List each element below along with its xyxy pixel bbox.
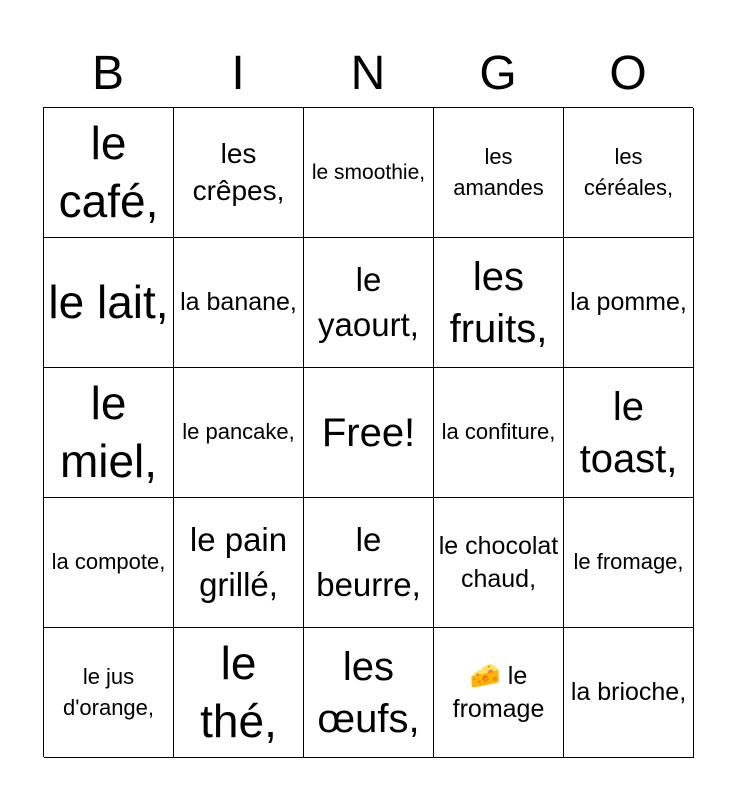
header-letter-g: G [479, 47, 517, 100]
bingo-header [43, 42, 693, 106]
bingo-cell-r2c4[interactable] [434, 238, 564, 368]
cell-label: la confiture, [441, 419, 556, 445]
bingo-cell-r5c3[interactable] [304, 628, 434, 758]
bingo-cell-r2c5[interactable] [564, 238, 694, 368]
cell-label: le café, [58, 117, 159, 227]
bingo-cell-r2c1[interactable] [44, 238, 174, 368]
bingo-cell-r5c5[interactable] [564, 628, 694, 758]
bingo-cell-r1c5[interactable] [564, 108, 694, 238]
cell-label: la compote, [51, 549, 166, 575]
bingo-board [43, 107, 693, 757]
header-letter-b: B [91, 47, 124, 100]
bingo-cell-r5c2[interactable] [174, 628, 304, 758]
bingo-cell-r2c3[interactable] [304, 238, 434, 368]
cell-label: la brioche, [570, 678, 687, 707]
bingo-cell-r4c5[interactable] [564, 498, 694, 628]
bingo-cell-r4c3[interactable] [304, 498, 434, 628]
bingo-cell-r5c1[interactable] [44, 628, 174, 758]
cell-label: le miel, [59, 377, 158, 487]
cell-label: les céréales, [583, 143, 674, 200]
bingo-cell-r1c3[interactable] [304, 108, 434, 238]
cell-label: le fromage, [573, 549, 684, 575]
cell-label: les fruits, [449, 254, 548, 351]
cell-label: le thé, [200, 637, 277, 747]
cell-label: les œufs, [317, 644, 420, 741]
bingo-cell-r1c4[interactable] [434, 108, 564, 238]
header-letter-o: O [609, 47, 647, 100]
cell-label: le beurre, [316, 520, 421, 603]
cell-label: la pomme, [570, 288, 687, 317]
bingo-cell-r3c5[interactable] [564, 368, 694, 498]
cell-label: le toast, [579, 384, 678, 481]
bingo-cell-r3c2[interactable] [174, 368, 304, 498]
header-letter-n: N [350, 47, 386, 100]
cell-label: 🧀 le fromage [452, 662, 545, 723]
bingo-cell-r1c2[interactable] [174, 108, 304, 238]
bingo-cell-r4c4[interactable] [434, 498, 564, 628]
bingo-cell-r5c4[interactable] [434, 628, 564, 758]
cell-label: le smoothie, [311, 160, 426, 184]
free-space-label: Free! [321, 410, 416, 455]
cell-label: le chocolat chaud, [438, 532, 559, 593]
cell-label: le lait, [48, 275, 169, 328]
bingo-cell-r4c1[interactable] [44, 498, 174, 628]
cell-label: la banane, [180, 288, 297, 317]
header-letter-i: I [231, 47, 245, 100]
cell-label: le pancake, [182, 419, 295, 445]
cell-label: les amandes [453, 143, 544, 200]
bingo-cell-r2c2[interactable] [174, 238, 304, 368]
bingo-cell-free[interactable] [304, 368, 434, 498]
bingo-cell-r4c2[interactable] [174, 498, 304, 628]
cell-label: le jus d'orange, [62, 663, 155, 720]
cell-label: le yaourt, [318, 260, 419, 343]
bingo-cell-r3c1[interactable] [44, 368, 174, 498]
cell-label: le pain grillé, [189, 520, 288, 603]
cell-label: les crêpes, [192, 138, 285, 206]
bingo-cell-r1c1[interactable] [44, 108, 174, 238]
bingo-cell-r3c4[interactable] [434, 368, 564, 498]
